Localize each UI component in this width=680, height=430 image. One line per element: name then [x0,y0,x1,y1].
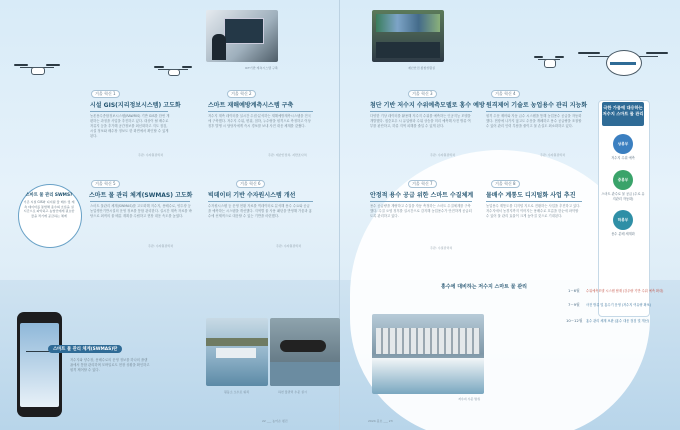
card-5-title: 스마트 물 관리 체계(SWMAS) 고도화 [89,192,193,199]
caption-reservoir-release: 저수지 수문 방류 [458,397,481,401]
bubble-body: 기존 시설 GIS와 디지털 물 배수 및 계측 데이터를 통합해 용수의 흐름을 실시간으로 파악하고 농업인에게 필요한 물을 적기에 공급하는 체계 [23,200,75,218]
flood-list-title: 홍수에 대비하는 저수지 스마트 물 관리 [441,284,527,290]
footer-left-folio: 22 ___ 농어촌 웹진 [262,419,288,423]
card-6-source: 주관: 수자원관리처 [276,244,302,248]
card-8-rule [486,201,582,202]
drone-right-small-graphic [534,56,564,82]
card-4-body: 원격 수문 제어와 자동 급수 시스템을 통해 농업용수 공급을 자동화했다. 현장에 나가지 않고도 수문을 개폐하고 용수 공급량을 조절할 수 있어 관리 인력 부담을 줄이고 물 손실도 최소화하고 있다. [486,114,582,128]
card-4-source: 주관: 수자원관리처 [540,153,566,157]
card-7-tag: 겨울 혁신 7 [408,180,437,188]
sidebar-step-1-text: 저수지 수위 예측 [611,156,635,160]
flood-row-1-period: 1~6월 [568,288,580,293]
photo-flood-gate [270,318,340,386]
card-8-body: 농업용수 계통도를 디지털 지도로 전환하는 사업을 추진하고 있다. 저수지에서 농경지까지 이어지는 용배수로 흐름을 한눈에 파악할 수 있어 물 관리 효율이 크게 높아질 것으로 기대된다. [486,204,581,218]
card-7-title: 안정적 용수 공급 위한 스마트 수질체계 [370,192,474,199]
card-2-rule [208,111,313,112]
card-2-tag: 겨울 혁신 2 [227,90,256,98]
card-2-source: 주관: 재난안전처, 지반조사처 [268,153,307,157]
card-4-tag: 겨울 혁신 4 [491,90,520,98]
card-3-source: 주관: 수자원관리처 [430,153,456,157]
drone-center-graphic [154,66,192,78]
card-6-rule [208,201,313,202]
card-1-body: 농촌용수종합정보시스템(RAWRIS) 기반 GIS를 한번 개편하는 과정을 사업을 추진하고 있다. 대상이 될 배수로 저류지 등을 추가해 공간정보를 최신화하고 지도 점검, 시설 정보와 배수장 정보도 한 화면에서 확인할 수 있게 된다. [90,114,170,138]
sidebar-step-3-text: 용수 분배 체계화 [611,232,635,236]
card-4-rule [486,111,582,112]
caption-ict-system: ICT기반 계측시스템 구축 [245,66,278,70]
flood-row-2-period: 7~9월 [568,302,580,307]
card-5-rule [90,201,190,202]
flood-row-3-period: 10~12월 [566,318,583,323]
phone-screen [20,323,59,407]
card-7-body: 용수 공급량을 계량하고 수질을 자동 측정하는 스마트 수질체계를 구축했다. 수질 오염 징후를 실시간으로 감지해 농업용수가 안전하게 공급되도록 관리하고 있다. [370,204,472,218]
sidebar-step-1-circle: 상류부 [613,134,633,154]
photo-dam-spillway [206,318,268,386]
card-8-title: 물배수 계통도 디지털화 사업 추진 [486,192,576,199]
phone-body-text: 저수지와 양수장, 용배수로의 운영 정보를 하나의 플랫폼에서 통합 관리하며 모바일로도 현장 상황을 확인하고 원격 제어할 수 있다. [70,358,150,372]
photo-control-room [372,10,444,62]
footer-right-folio: 2024 봄호 ___ 23 [368,419,393,423]
card-6-body: 수자원시스템 등 운영 현황 자료를 빅데이터로 분석해 용수 수요와 공급을 예측하는 시스템을 개선했다. 지역별 물 사용 패턴을 반영해 가뭄과 홍수에 선제적으로 대응할 수 있는 기반을 마련했다. [208,204,312,218]
card-1-source: 주관: 수자원관리처 [138,153,164,157]
flood-row-3-text: 홍수 관리 체계 보완 (홍수 대응 점검 및 개선) [586,319,649,323]
card-6-title: 빅데이터 기반 수자원시스템 개선 [208,192,296,199]
card-6-tag: 겨울 혁신 6 [236,180,265,188]
phone-label: 스마트 물 관리 체계(SWMAS)란 [48,345,122,353]
caption-control-room: 재난안전 종합상황실 [408,66,436,70]
card-7-source: 주관: 수질관리처 [430,246,453,250]
caption-dam-spillway: 원동소 오수로 위치 [224,390,250,394]
caption-flood-gate: 하천 물관리 수문 실시 [278,390,307,394]
card-4-title: 원격제어 기술로 농업용수 관리 지능화 [486,102,588,109]
drone-left-graphic [14,64,60,78]
card-3-tag: 겨울 혁신 3 [408,90,437,98]
sidebar-step-2-circle: 중류부 [613,170,633,190]
bubble-title: 스마트 물 관리 SWMS? [25,193,73,198]
sidebar-step-2-text: 스마트 관수로 물 공급 (수로 유지관리 자동화) [601,192,645,201]
card-8-tag: 겨울 혁신 8 [491,180,520,188]
card-2-body: 저수지 계측 데이터를 실시간 수집·분석하는 재해예방계측시스템을 전국에 구축했다. 저수지 수위, 변위, 침하, 누수량을 원격으로 측정하고 이상 징후 발생 시 담당자에게 즉시 경보를 보내 사전 대응 체계를 갖췄다. [208,114,311,128]
photo-ict-system [206,10,278,62]
sidebar-step-3-circle: 하류부 [613,210,633,230]
card-7-rule [370,201,472,202]
card-5-body: 스마트 물관리 체계(SWMAS)를 고도화해 저수지, 용배수로, 양수장 등 농업생산기반시설의 운영 정보를 통합 관리한다. 실시간 계측 자료를 바탕으로 최적의 물 배분 계획을 수립하고 현장 대응 속도를 높였다. [90,204,192,218]
sidebar-header: 극한 가뭄에 대응하는 저수지 스마트 물 관리 [602,102,644,126]
card-1-rule [90,111,168,112]
card-1-tag: 겨울 혁신 1 [91,90,120,98]
drone-right-large-graphic [578,50,668,86]
card-5-tag: 겨울 혁신 5 [91,180,120,188]
card-5-source: 주관: 수자원관리처 [148,244,174,248]
card-3-body: 다양한 기상 데이터를 활용해 저수지 수위를 예측하는 인공지능 모델을 개발했다. 집중호우 시 유입량과 수위 상승을 미리 예측해 사전 방류 여부를 판단하고, 하류 지역 피해를 줄일 수 있게 된다. [370,114,471,128]
sidebar-panel [598,100,650,317]
card-3-title: 첨단 기반 저수지 수위예측모델로 홍수 예방 [370,102,485,109]
photo-reservoir-release [372,314,484,394]
flood-row-1-text: 수위예측모델 시스템 탑재 (강우량 기반 수위 예측 확대) [586,289,664,293]
card-3-rule [370,111,472,112]
card-1-title: 시설 GIS(지리정보시스템) 고도화 [90,102,181,109]
flood-row-2-text: 사전 방류 및 홍수기 운영 (저수지 여유량 확보) [586,303,652,307]
card-2-title: 스마트 재해예방계측시스템 구축 [208,102,294,109]
